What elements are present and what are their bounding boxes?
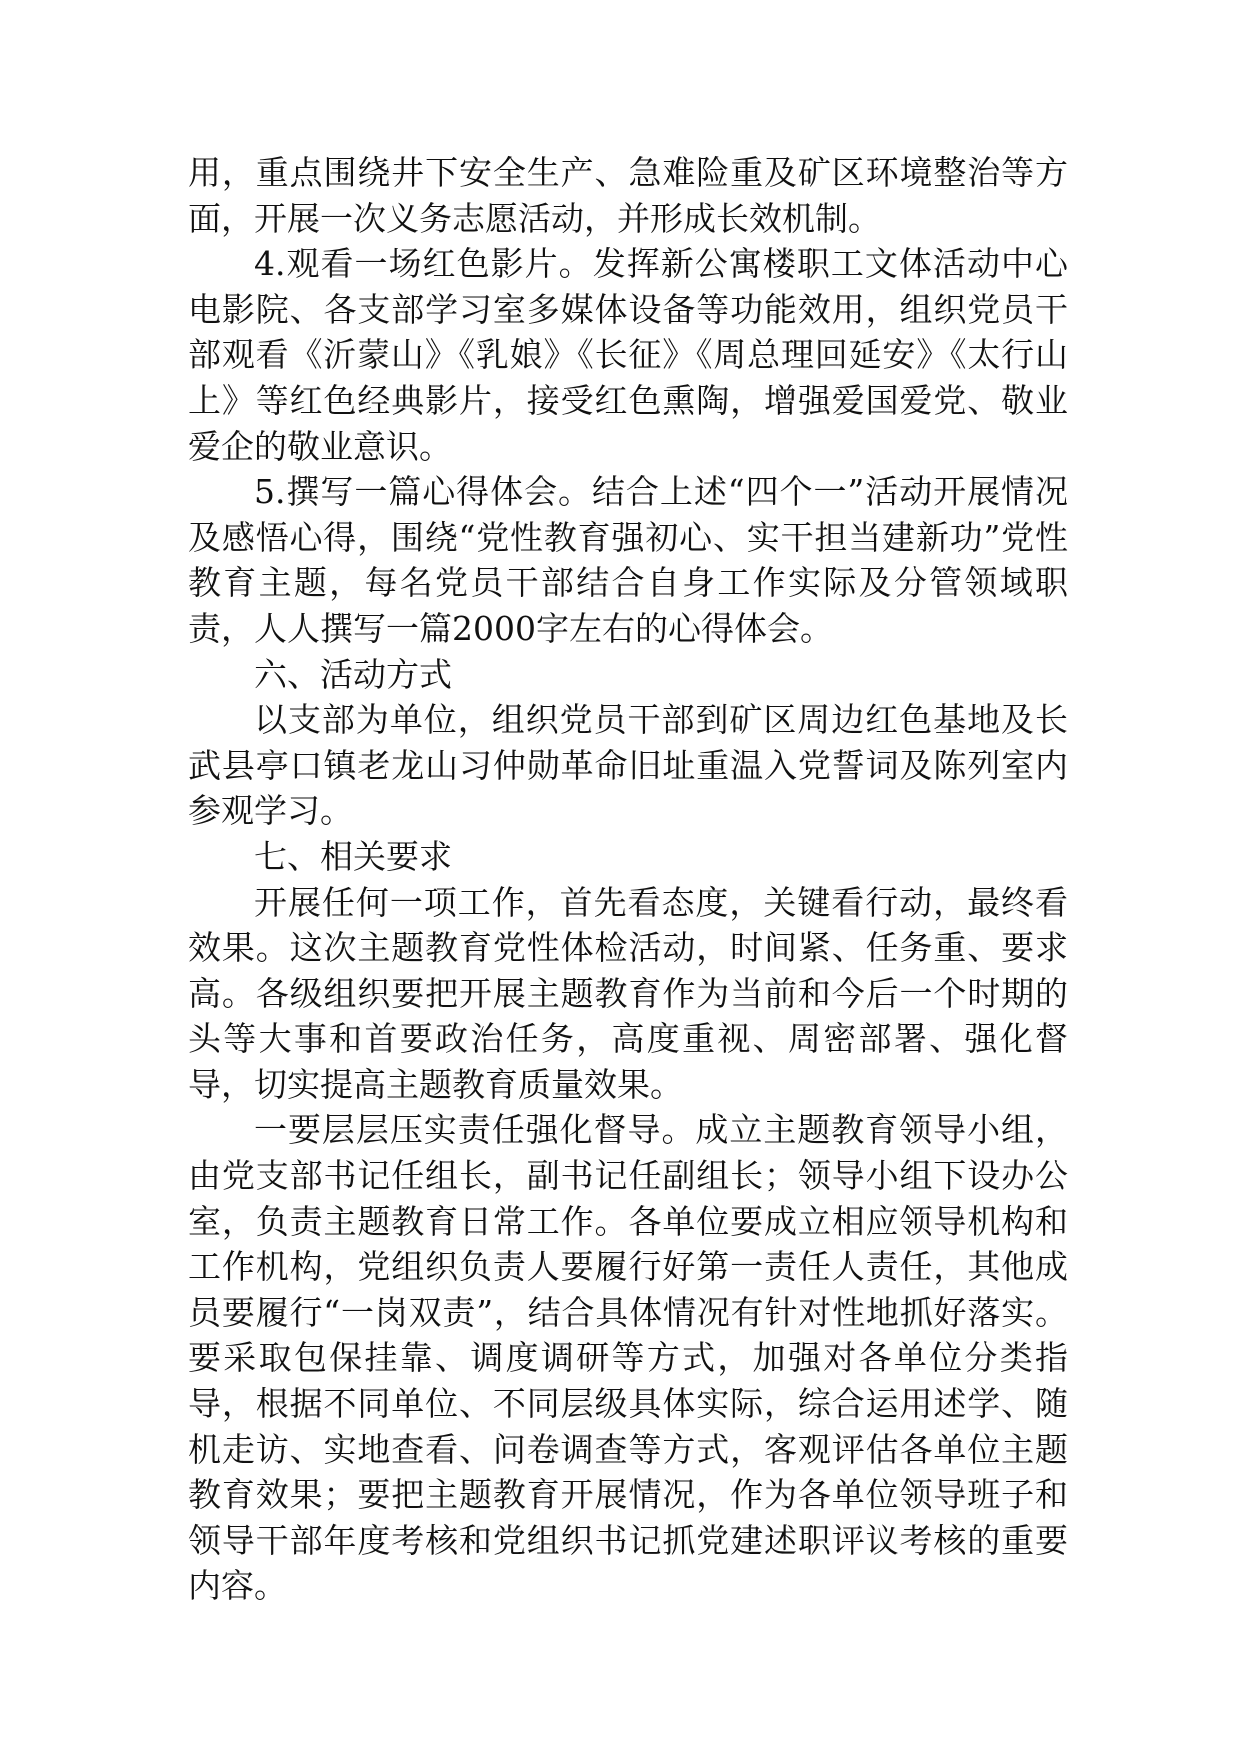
section-heading-requirements: 七、相关要求 bbox=[254, 836, 452, 876]
paragraph-continuation: 用，重点围绕井下安全生产、急难险重及矿区环境整治等方面，开展一次义务志愿活动，并形成长效机制。 bbox=[188, 153, 1068, 238]
section-heading-activity-method: 六、活动方式 bbox=[254, 654, 452, 694]
paragraph-requirement-1: 一要层层压实责任强化督导。成立主题教育领导小组，由党支部书记任组长，副书记任副组长；领导小组下设办公室，负责主题教育日常工作。各单位要成立相应领导机构和工作机构，党组织负责人要履行好第一责任人责任，其他成员要履行“一岗双责”，结合具体情况有针对性地抓好落实。要采取包保挂靠、调度调研等方式，加强对各单位分类指导，根据不同单位、不同层级具体实际，综合运用述学、随机走访、实地查看、问卷调查等方式，客观评估各单位主题教育效果；要把主题教育开展情况，作为各单位领导班子和领导干部年度考核和党组织书记抓党建述职评议考核的重要内容。 bbox=[188, 1110, 1068, 1606]
paragraph-activity-method: 以支部为单位，组织党员干部到矿区周边红色基地及长武县亭口镇老龙山习仲勋革命旧址重温入党誓词及陈列室内参观学习。 bbox=[188, 700, 1068, 831]
paragraph-requirements-intro: 开展任何一项工作，首先看态度，关键看行动，最终看效果。这次主题教育党性体检活动，时间紧、任务重、要求高。各级组织要把开展主题教育作为当前和今后一个时期的头等大事和首要政治任务，高度重视、周密部署、强化督导，切实提高主题教育质量效果。 bbox=[188, 882, 1068, 1104]
paragraph-item-4: 4.观看一场红色影片。发挥新公寓楼职工文体活动中心电影院、各支部学习室多媒体设备等功能效用，组织党员干部观看《沂蒙山》《乳娘》《长征》《周总理回延安》《太行山上》等红色经典影片，接受红色熏陶，增强爱国爱党、敬业爱企的敬业意识。 bbox=[188, 244, 1068, 466]
document-body bbox=[188, 150, 1068, 1609]
paragraph-item-5: 5.撰写一篇心得体会。结合上述“四个一”活动开展情况及感悟心得，围绕“党性教育强初心、实干担当建新功”党性教育主题，每名党员干部结合自身工作实际及分管领域职责，人人撰写一篇2000字左右的心得体会。 bbox=[188, 472, 1068, 648]
